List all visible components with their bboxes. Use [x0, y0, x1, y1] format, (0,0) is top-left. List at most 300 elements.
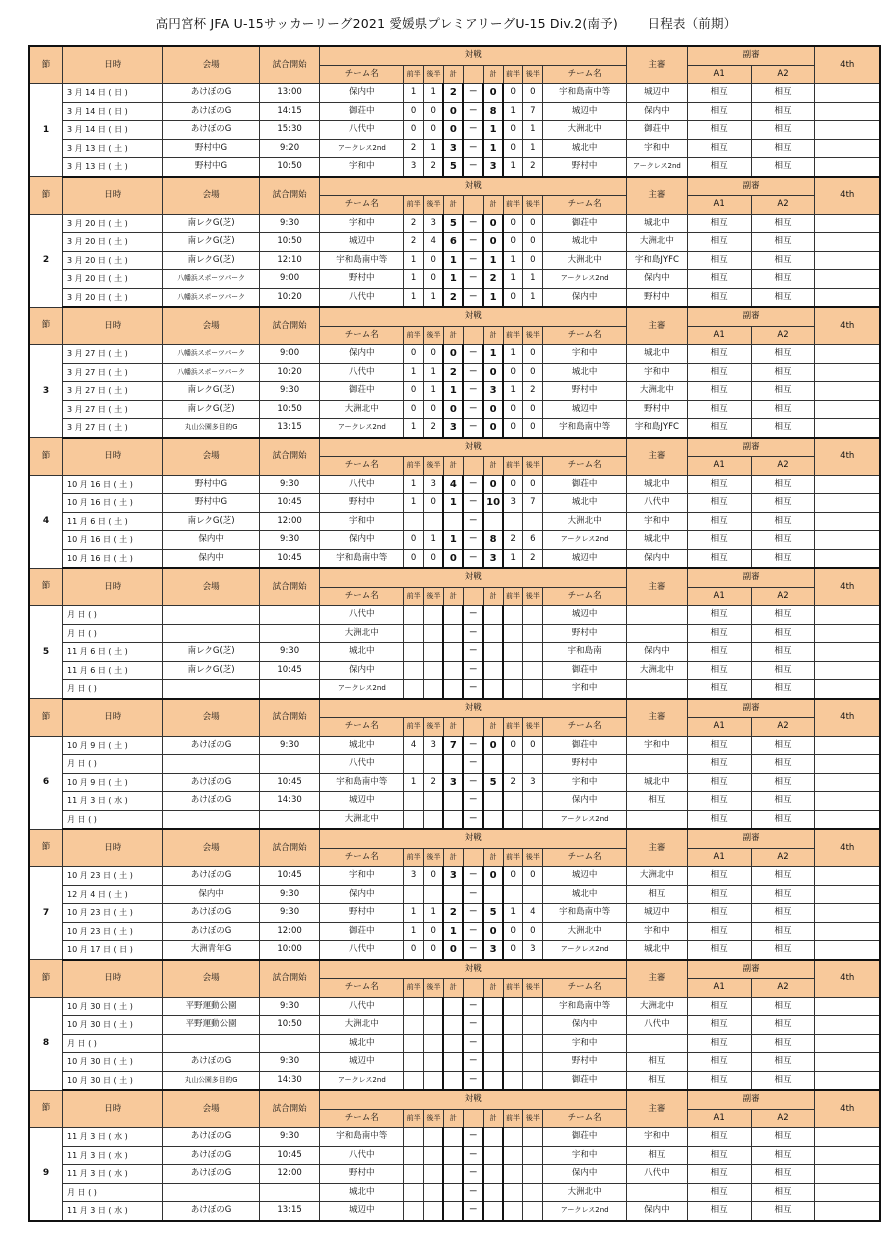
datetime-header: 日時	[62, 568, 162, 606]
referee	[627, 1034, 688, 1053]
home-total: 1	[443, 531, 463, 550]
away-team-header: チーム名	[543, 718, 627, 737]
fourth-official	[815, 773, 880, 792]
away-first-half-header: 前半	[503, 457, 523, 476]
score-dash: －	[463, 755, 483, 774]
score-dash: －	[463, 922, 483, 941]
match-header: 対戦	[320, 829, 627, 848]
score-dash: －	[463, 1053, 483, 1072]
referee: 相互	[627, 792, 688, 811]
away-first-half	[503, 1202, 523, 1221]
fourth-official	[815, 755, 880, 774]
away-second-half-header: 後半	[523, 65, 543, 84]
home-second-half: 0	[424, 121, 444, 140]
home-first-half: 4	[404, 736, 424, 755]
assistant-a2: 相互	[751, 1016, 815, 1035]
assistant-a2: 相互	[751, 363, 815, 382]
away-second-half: 1	[523, 288, 543, 307]
home-team: 保内中	[320, 84, 404, 103]
away-total	[483, 755, 503, 774]
match-date: 10 月 30 日 ( 土 )	[62, 997, 162, 1016]
round-header-row	[29, 699, 880, 718]
match-row	[29, 606, 880, 625]
venue-header: 会場	[163, 1090, 259, 1128]
match-row	[29, 233, 880, 252]
assistant-a1: 相互	[687, 531, 751, 550]
assistant-a2: 相互	[751, 214, 815, 233]
assistant-a1: 相互	[687, 233, 751, 252]
home-first-half	[404, 1128, 424, 1147]
away-team: 宇和中	[543, 1034, 627, 1053]
match-row	[29, 494, 880, 513]
away-total: 0	[483, 867, 503, 886]
match-date: 3 月 20 日 ( 土 )	[62, 270, 162, 289]
home-first-half: 0	[404, 941, 424, 960]
home-team: 大洲北中	[320, 624, 404, 643]
referee	[627, 624, 688, 643]
assistant-a2: 相互	[751, 475, 815, 494]
home-first-half: 0	[404, 345, 424, 364]
match-kickoff	[259, 810, 320, 829]
home-total	[443, 885, 463, 904]
referee: 八代中	[627, 1016, 688, 1035]
away-second-half: 0	[523, 251, 543, 270]
round-header-row	[29, 1090, 880, 1109]
away-team: 城辺中	[543, 549, 627, 568]
fourth-official	[815, 1202, 880, 1221]
away-total-header: 計	[483, 457, 503, 476]
match-header: 対戦	[320, 699, 627, 718]
vs-header	[463, 326, 483, 345]
home-total: 6	[443, 233, 463, 252]
home-total: 0	[443, 102, 463, 121]
match-kickoff: 9:30	[259, 382, 320, 401]
match-row	[29, 1202, 880, 1221]
away-first-half: 2	[503, 531, 523, 550]
vs-header	[463, 718, 483, 737]
home-total-header: 計	[443, 326, 463, 345]
score-dash: －	[463, 1034, 483, 1053]
home-first-half	[404, 1034, 424, 1053]
home-second-half	[424, 1165, 444, 1184]
referee: 保内中	[627, 102, 688, 121]
away-first-half	[503, 1128, 523, 1147]
assistant-a1: 相互	[687, 773, 751, 792]
away-team: 御荘中	[543, 661, 627, 680]
section-header: 節	[29, 307, 62, 345]
score-dash: －	[463, 624, 483, 643]
home-total	[443, 792, 463, 811]
home-second-half	[424, 512, 444, 531]
away-team: アークレス2nd	[543, 270, 627, 289]
fourth-header: 4th	[815, 438, 880, 476]
match-row	[29, 773, 880, 792]
match-kickoff: 10:45	[259, 867, 320, 886]
match-venue: あけぼのG	[163, 1146, 259, 1165]
match-date: 10 月 16 日 ( 土 )	[62, 549, 162, 568]
home-team: 大洲北中	[320, 810, 404, 829]
match-header: 対戦	[320, 438, 627, 457]
fourth-official	[815, 997, 880, 1016]
home-second-half	[424, 810, 444, 829]
away-first-half: 3	[503, 494, 523, 513]
match-kickoff: 9:30	[259, 1128, 320, 1147]
a2-header: A2	[751, 326, 815, 345]
match-venue: 南レクG(芝)	[163, 512, 259, 531]
away-team: 保内中	[543, 1165, 627, 1184]
referee: 城辺中	[627, 904, 688, 923]
a1-header: A1	[687, 457, 751, 476]
away-first-half: 0	[503, 400, 523, 419]
match-row	[29, 512, 880, 531]
assistant-a1: 相互	[687, 1165, 751, 1184]
away-first-half	[503, 661, 523, 680]
home-second-half-header: 後半	[424, 196, 444, 215]
fourth-official	[815, 922, 880, 941]
away-total: 3	[483, 941, 503, 960]
home-total-header: 計	[443, 848, 463, 867]
away-first-half: 0	[503, 475, 523, 494]
home-first-half	[404, 885, 424, 904]
section-header: 節	[29, 960, 62, 998]
home-team: 宇和島南中等	[320, 549, 404, 568]
section-header: 節	[29, 699, 62, 737]
away-total	[483, 1053, 503, 1072]
match-row	[29, 1053, 880, 1072]
match-venue	[163, 606, 259, 625]
home-team: 野村中	[320, 1165, 404, 1184]
match-date: 10 月 23 日 ( 土 )	[62, 867, 162, 886]
away-total-header: 計	[483, 65, 503, 84]
home-total: 3	[443, 419, 463, 438]
score-dash: －	[463, 661, 483, 680]
score-dash: －	[463, 1183, 483, 1202]
score-dash: －	[463, 214, 483, 233]
assistant-a1: 相互	[687, 1053, 751, 1072]
score-dash: －	[463, 475, 483, 494]
home-team-header: チーム名	[320, 587, 404, 606]
away-total: 8	[483, 102, 503, 121]
fourth-official	[815, 158, 880, 177]
match-row	[29, 885, 880, 904]
score-dash: －	[463, 1071, 483, 1090]
assistant-a1: 相互	[687, 1183, 751, 1202]
away-team: 宇和島南中等	[543, 904, 627, 923]
match-kickoff: 14:15	[259, 102, 320, 121]
away-team-header: チーム名	[543, 326, 627, 345]
away-team: 大洲北中	[543, 1183, 627, 1202]
home-team: 城北中	[320, 736, 404, 755]
away-second-half	[523, 661, 543, 680]
assistant-a2: 相互	[751, 773, 815, 792]
away-total	[483, 792, 503, 811]
home-team: 八代中	[320, 606, 404, 625]
away-first-half-header: 前半	[503, 587, 523, 606]
home-total-header: 計	[443, 718, 463, 737]
referee: 相互	[627, 1146, 688, 1165]
fourth-official	[815, 214, 880, 233]
assistant-a2: 相互	[751, 643, 815, 662]
match-venue: 南レクG(芝)	[163, 251, 259, 270]
a2-header: A2	[751, 848, 815, 867]
home-team: 八代中	[320, 941, 404, 960]
away-first-half: 0	[503, 121, 523, 140]
schedule-body	[29, 46, 880, 1221]
home-first-half-header: 前半	[404, 1109, 424, 1128]
away-second-half	[523, 1034, 543, 1053]
match-kickoff: 10:00	[259, 941, 320, 960]
match-date: 3 月 13 日 ( 土 )	[62, 139, 162, 158]
home-second-half: 0	[424, 867, 444, 886]
referee: 野村中	[627, 288, 688, 307]
home-second-half-header: 後半	[424, 1109, 444, 1128]
venue-header: 会場	[163, 960, 259, 998]
home-first-half: 0	[404, 549, 424, 568]
assistant-a2: 相互	[751, 1202, 815, 1221]
away-total: 2	[483, 270, 503, 289]
match-kickoff: 9:30	[259, 475, 320, 494]
round-header-row	[29, 568, 880, 587]
home-total: 0	[443, 549, 463, 568]
referee: 相互	[627, 1071, 688, 1090]
round-header-row	[29, 438, 880, 457]
home-total: 2	[443, 84, 463, 103]
assistant-a2: 相互	[751, 549, 815, 568]
referee	[627, 680, 688, 699]
match-kickoff: 13:15	[259, 1202, 320, 1221]
match-kickoff: 14:30	[259, 792, 320, 811]
score-dash: －	[463, 400, 483, 419]
fourth-official	[815, 121, 880, 140]
home-second-half	[424, 624, 444, 643]
home-team: 野村中	[320, 270, 404, 289]
match-venue: 八幡浜スポーツパーク	[163, 288, 259, 307]
home-second-half: 1	[424, 84, 444, 103]
match-row	[29, 755, 880, 774]
match-venue: 八幡浜スポーツパーク	[163, 270, 259, 289]
away-team: 城北中	[543, 139, 627, 158]
away-second-half	[523, 755, 543, 774]
a2-header: A2	[751, 1109, 815, 1128]
home-team: 宇和島南中等	[320, 773, 404, 792]
assistant-a1: 相互	[687, 382, 751, 401]
fourth-official	[815, 1053, 880, 1072]
home-total: 3	[443, 139, 463, 158]
home-first-half	[404, 1202, 424, 1221]
away-total: 3	[483, 382, 503, 401]
match-row	[29, 102, 880, 121]
fourth-official	[815, 419, 880, 438]
home-team: 城北中	[320, 1183, 404, 1202]
match-header: 対戦	[320, 177, 627, 196]
match-row	[29, 680, 880, 699]
home-first-half-header: 前半	[404, 457, 424, 476]
home-second-half	[424, 1202, 444, 1221]
home-second-half-header: 後半	[424, 326, 444, 345]
section-header: 節	[29, 829, 62, 867]
home-total-header: 計	[443, 457, 463, 476]
match-venue: 南レクG(芝)	[163, 214, 259, 233]
away-team: 宇和中	[543, 773, 627, 792]
away-team: 御荘中	[543, 736, 627, 755]
fourth-header: 4th	[815, 568, 880, 606]
match-venue: あけぼのG	[163, 102, 259, 121]
match-kickoff: 9:30	[259, 997, 320, 1016]
assistant-header: 副審	[687, 307, 815, 326]
match-venue: あけぼのG	[163, 773, 259, 792]
away-team-header: チーム名	[543, 979, 627, 998]
score-dash: －	[463, 606, 483, 625]
vs-header	[463, 587, 483, 606]
score-dash: －	[463, 345, 483, 364]
home-second-half	[424, 1034, 444, 1053]
referee	[627, 606, 688, 625]
referee	[627, 810, 688, 829]
home-first-half	[404, 1053, 424, 1072]
home-second-half: 2	[424, 419, 444, 438]
section-number: 6	[29, 736, 62, 829]
home-team: アークレス2nd	[320, 1071, 404, 1090]
match-venue: あけぼのG	[163, 867, 259, 886]
away-second-half: 7	[523, 102, 543, 121]
referee: 城北中	[627, 345, 688, 364]
section-number: 5	[29, 606, 62, 699]
match-row	[29, 382, 880, 401]
away-first-half-header: 前半	[503, 718, 523, 737]
score-dash: －	[463, 512, 483, 531]
match-kickoff	[259, 1034, 320, 1053]
away-team: 野村中	[543, 158, 627, 177]
match-date: 10 月 16 日 ( 土 )	[62, 494, 162, 513]
home-team: 宇和島南中等	[320, 1128, 404, 1147]
referee-header: 主審	[627, 438, 688, 476]
match-venue: 保内中	[163, 885, 259, 904]
fourth-official	[815, 661, 880, 680]
match-venue	[163, 680, 259, 699]
away-team-header: チーム名	[543, 457, 627, 476]
referee: 八代中	[627, 1165, 688, 1184]
match-row	[29, 997, 880, 1016]
a1-header: A1	[687, 196, 751, 215]
away-second-half: 2	[523, 549, 543, 568]
away-total	[483, 1202, 503, 1221]
away-second-half: 6	[523, 531, 543, 550]
away-first-half: 0	[503, 363, 523, 382]
match-kickoff: 9:30	[259, 736, 320, 755]
home-second-half: 0	[424, 494, 444, 513]
home-total	[443, 1053, 463, 1072]
match-row	[29, 736, 880, 755]
match-date: 月 日 ( )	[62, 1034, 162, 1053]
assistant-header: 副審	[687, 177, 815, 196]
assistant-a2: 相互	[751, 941, 815, 960]
match-date: 3 月 27 日 ( 土 )	[62, 345, 162, 364]
away-total: 0	[483, 475, 503, 494]
home-first-half: 0	[404, 121, 424, 140]
away-total	[483, 1183, 503, 1202]
away-second-half	[523, 1183, 543, 1202]
referee: 城北中	[627, 941, 688, 960]
away-team-header: チーム名	[543, 196, 627, 215]
home-total: 2	[443, 904, 463, 923]
score-dash: －	[463, 1128, 483, 1147]
assistant-a1: 相互	[687, 102, 751, 121]
assistant-a1: 相互	[687, 885, 751, 904]
match-row	[29, 1165, 880, 1184]
away-first-half: 1	[503, 251, 523, 270]
fourth-official	[815, 941, 880, 960]
home-team-header: チーム名	[320, 1109, 404, 1128]
match-venue: 保内中	[163, 549, 259, 568]
match-kickoff: 9:30	[259, 214, 320, 233]
away-total: 5	[483, 904, 503, 923]
referee: 相互	[627, 885, 688, 904]
away-first-half: 0	[503, 233, 523, 252]
match-venue: あけぼのG	[163, 904, 259, 923]
vs-header	[463, 979, 483, 998]
away-team-header: チーム名	[543, 587, 627, 606]
referee-header: 主審	[627, 177, 688, 215]
home-first-half: 1	[404, 922, 424, 941]
fourth-official	[815, 102, 880, 121]
away-team: 宇和中	[543, 680, 627, 699]
assistant-a1: 相互	[687, 363, 751, 382]
assistant-a2: 相互	[751, 1146, 815, 1165]
away-team: 城北中	[543, 363, 627, 382]
match-venue: 八幡浜スポーツパーク	[163, 345, 259, 364]
away-second-half-header: 後半	[523, 1109, 543, 1128]
home-first-half	[404, 1146, 424, 1165]
fourth-official	[815, 531, 880, 550]
away-second-half: 2	[523, 158, 543, 177]
assistant-a2: 相互	[751, 680, 815, 699]
assistant-a1: 相互	[687, 736, 751, 755]
fourth-official	[815, 1183, 880, 1202]
match-kickoff: 10:45	[259, 1146, 320, 1165]
away-first-half: 0	[503, 736, 523, 755]
home-team: 野村中	[320, 904, 404, 923]
vs-header	[463, 196, 483, 215]
match-kickoff	[259, 680, 320, 699]
away-team: 野村中	[543, 1053, 627, 1072]
away-first-half	[503, 1071, 523, 1090]
match-kickoff: 9:30	[259, 1053, 320, 1072]
fourth-official	[815, 1071, 880, 1090]
home-first-half: 1	[404, 270, 424, 289]
away-total-header: 計	[483, 718, 503, 737]
home-first-half	[404, 997, 424, 1016]
away-second-half: 1	[523, 139, 543, 158]
a2-header: A2	[751, 65, 815, 84]
fourth-official	[815, 1165, 880, 1184]
home-first-half	[404, 512, 424, 531]
match-date: 月 日 ( )	[62, 624, 162, 643]
home-team: 保内中	[320, 345, 404, 364]
away-total	[483, 661, 503, 680]
home-total: 3	[443, 773, 463, 792]
away-second-half: 0	[523, 233, 543, 252]
fourth-header: 4th	[815, 46, 880, 84]
home-total	[443, 624, 463, 643]
away-team: アークレス2nd	[543, 1202, 627, 1221]
away-first-half-header: 前半	[503, 1109, 523, 1128]
away-second-half	[523, 1053, 543, 1072]
home-first-half	[404, 680, 424, 699]
away-team: 宇和島南中等	[543, 419, 627, 438]
home-team-header: チーム名	[320, 65, 404, 84]
match-date: 10 月 23 日 ( 土 )	[62, 904, 162, 923]
away-first-half	[503, 1183, 523, 1202]
